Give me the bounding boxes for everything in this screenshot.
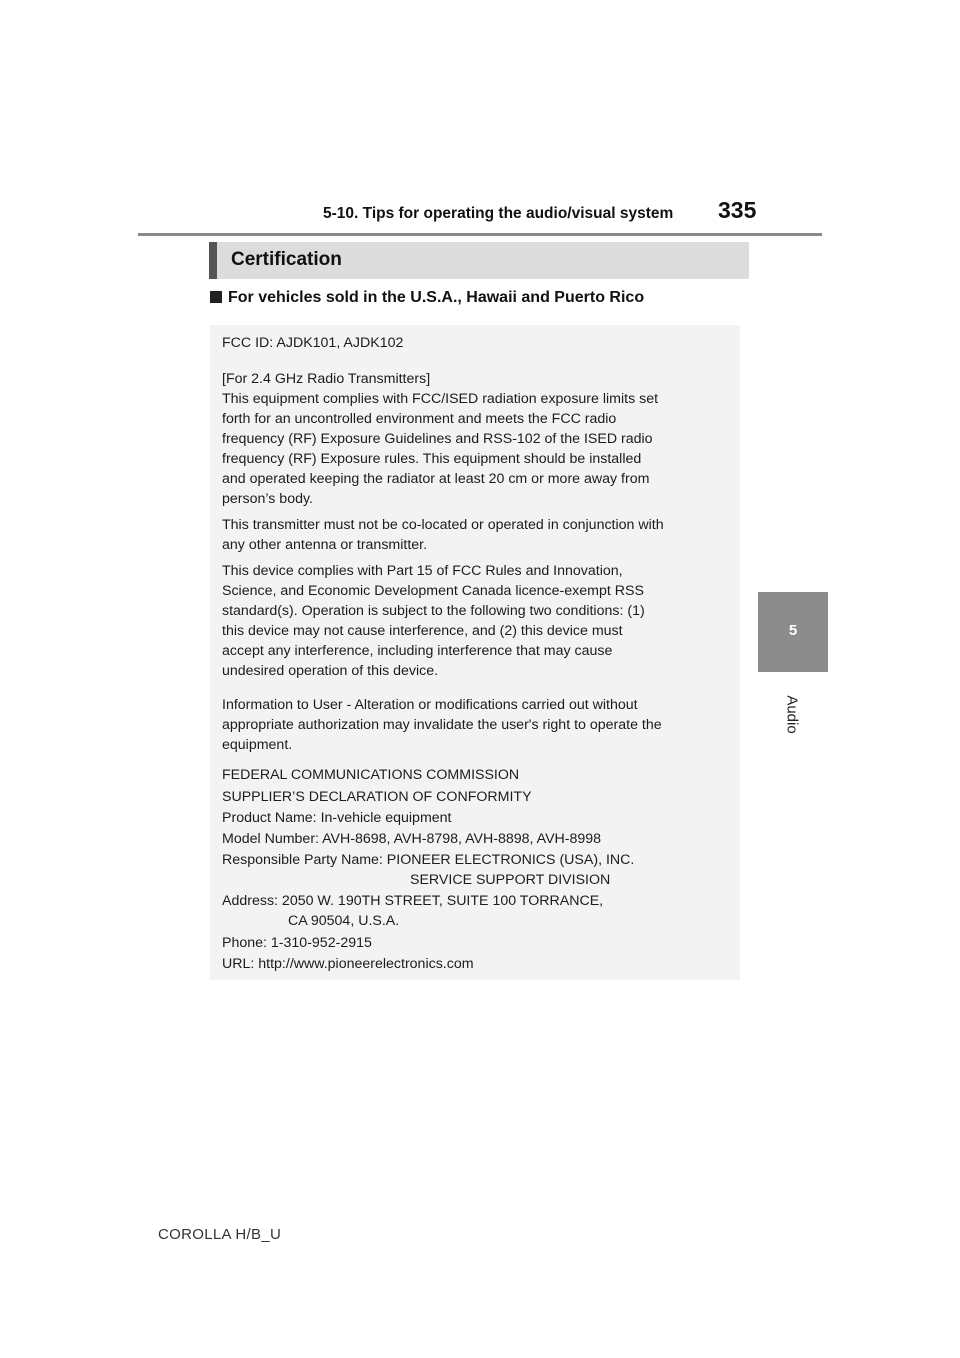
certification-label-image — [210, 325, 740, 980]
cert-line: frequency (RF) Exposure Guidelines and RSS-102 of the ISED radio — [222, 431, 653, 447]
chapter-tab — [758, 592, 828, 672]
cert-line: Address: 2050 W. 190TH STREET, SUITE 100 TORRANCE, — [222, 893, 604, 909]
cert-line: equipment. — [222, 737, 293, 753]
header-divider — [138, 233, 822, 236]
cert-line: Product Name: In-vehicle equipment — [222, 810, 452, 826]
cert-line: any other antenna or transmitter. — [222, 537, 428, 553]
footer-model-code: COROLLA H/B_U — [158, 1226, 282, 1243]
cert-line: SERVICE SUPPORT DIVISION — [410, 872, 611, 888]
cert-line: Science, and Economic Development Canada licence-exempt RSS — [222, 583, 644, 599]
cert-line: Responsible Party Name: PIONEER ELECTRONICS (USA), INC. — [222, 852, 635, 868]
cert-line: frequency (RF) Exposure rules. This equipment should be installed — [222, 451, 642, 467]
cert-line: SUPPLIER’S DECLARATION OF CONFORMITY — [222, 789, 532, 805]
chapter-tab-label-text: Audio — [783, 695, 801, 734]
cert-line: this device may not cause interference, and (2) this device must — [222, 623, 623, 639]
cert-line: appropriate authorization may invalidate the user's right to operate the — [222, 717, 662, 733]
cert-line: Information to User - Alteration or modifications carried out without — [222, 697, 638, 713]
cert-line: accept any interference, including interference that may cause — [222, 643, 613, 659]
chapter-tab-number: 5 — [788, 622, 798, 639]
cert-line: person’s body. — [222, 491, 313, 507]
page-number: 335 — [718, 197, 757, 223]
section-title: Certification — [231, 249, 342, 270]
cert-line: This equipment complies with FCC/ISED radiation exposure limits set — [222, 391, 659, 407]
cert-line: FCC ID: AJDK101, AJDK102 — [222, 335, 404, 351]
cert-line: This device complies with Part 15 of FCC Rules and Innovation, — [222, 563, 623, 579]
cert-line: Model Number: AVH-8698, AVH-8798, AVH-8898, AVH-8998 — [222, 831, 602, 847]
cert-line: [For 2.4 GHz Radio Transmitters] — [222, 371, 431, 387]
cert-line: forth for an uncontrolled environment and meets the FCC radio — [222, 411, 617, 427]
cert-line: standard(s). Operation is subject to the following two conditions: (1) — [222, 603, 645, 619]
cert-line: This transmitter must not be co-located or operated in conjunction with — [222, 517, 664, 533]
subsection-heading-text: For vehicles sold in the U.S.A., Hawaii and Puerto Rico — [228, 289, 645, 306]
chapter-heading: 5-10. Tips for operating the audio/visual system — [323, 205, 674, 222]
section-heading-bar — [209, 242, 749, 279]
cert-line: CA 90504, U.S.A. — [288, 913, 400, 929]
cert-line: URL: http://www.pioneerelectronics.com — [222, 956, 474, 972]
cert-line: FEDERAL COMMUNICATIONS COMMISSION — [222, 767, 520, 783]
subsection-heading — [210, 289, 644, 307]
cert-line: Phone: 1-310-952-2915 — [222, 935, 372, 951]
chapter-tab-label — [780, 686, 804, 746]
square-bullet-icon — [210, 291, 222, 303]
cert-line: undesired operation of this device. — [222, 663, 439, 679]
cert-line: and operated keeping the radiator at least 20 cm or more away from — [222, 471, 650, 487]
